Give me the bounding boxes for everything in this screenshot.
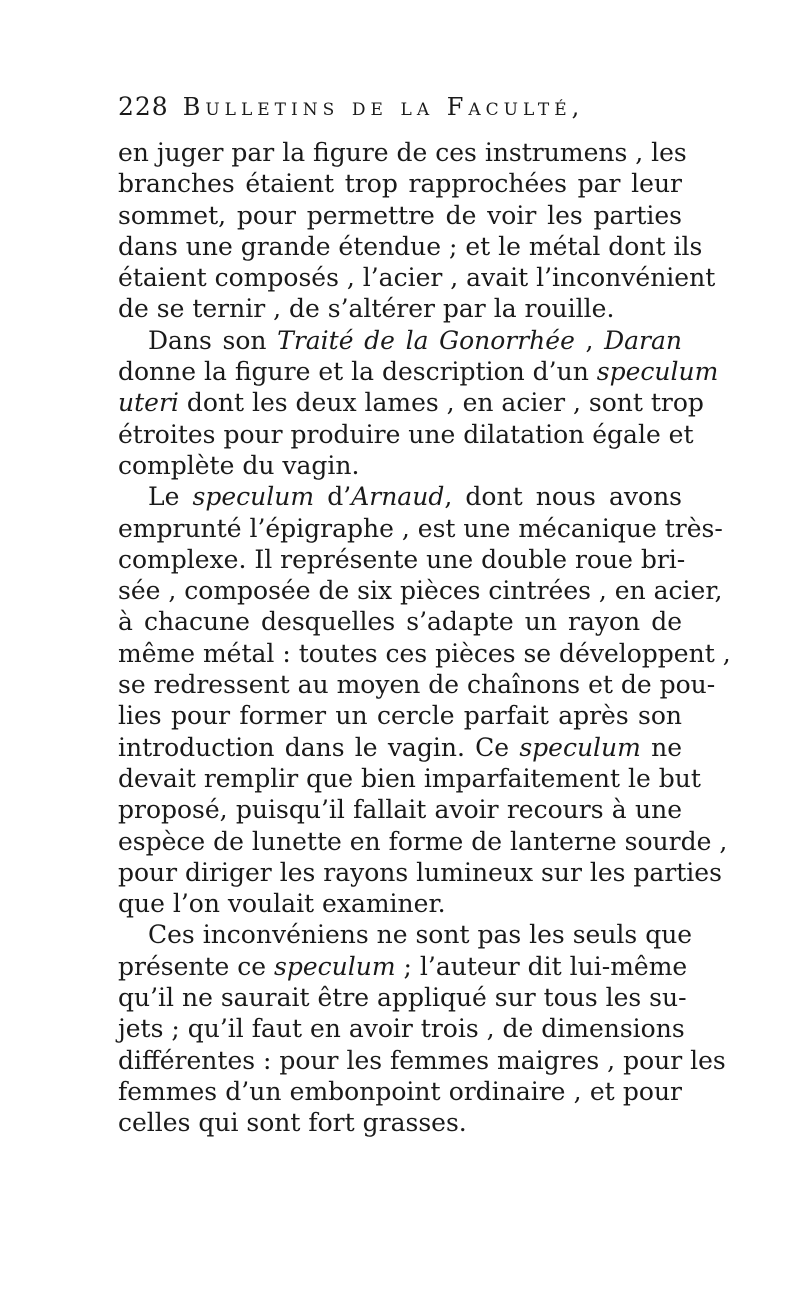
text-line (118, 137, 687, 168)
text-line (118, 1107, 682, 1138)
italic-text: speculum (192, 482, 315, 512)
text-line (118, 481, 682, 512)
text-run: de se ternir , de s’altérer par la rouille. (118, 294, 615, 324)
text-run: lies pour former un cercle parfait après son (118, 701, 682, 731)
text-run: complexe. Il représente une double roue bri- (118, 544, 686, 574)
text-run: emprunté l’épigraphe , est une mécanique très- (118, 513, 723, 543)
text-run: en juger par la figure de ces instrumens , les (118, 138, 687, 167)
text-line (118, 888, 682, 919)
text-run: étaient composés , l’acier , avait l’inconvénient (118, 263, 716, 293)
text-run: celles qui sont fort grasses. (118, 1108, 467, 1138)
italic-text: Daran (604, 325, 682, 355)
text-line (118, 638, 731, 669)
text-run: devait remplir que bien imparfaitement le but (118, 763, 701, 793)
text-run: d’ (314, 482, 352, 512)
text-run: jets ; qu’il faut en avoir trois , de dimensions (118, 1014, 685, 1044)
page-number: 228 (118, 92, 169, 121)
text-line (118, 356, 719, 387)
text-line (118, 293, 682, 324)
text-line (118, 763, 701, 794)
text-run: dans une grande étendue ; et le métal dont ils (118, 231, 703, 261)
paragraph (118, 325, 719, 481)
text-line (118, 262, 716, 293)
text-line (118, 700, 682, 731)
italic-text: uteri (118, 388, 179, 418)
text-run: sommet, pour permettre de voir les parties (118, 200, 682, 230)
text-line (118, 419, 694, 450)
text-line (118, 200, 682, 231)
italic-text: speculum (274, 951, 396, 981)
text-line (118, 857, 722, 888)
text-run: Ces inconvéniens ne sont pas les seuls que (148, 920, 693, 950)
text-line (118, 669, 716, 700)
text-line (118, 544, 686, 575)
paragraph (118, 137, 716, 325)
italic-text: Traité de la Gonorrhée (277, 325, 575, 355)
text-run: , dont nous avons (444, 482, 683, 512)
text-run: ne (640, 732, 683, 762)
paragraph (118, 481, 731, 919)
text-line (118, 794, 682, 825)
text-run: espèce de lunette en forme de lanterne sourde , (118, 826, 728, 856)
text-run: dont les deux lames , en acier , sont trop (178, 388, 704, 418)
italic-text: speculum (596, 357, 719, 387)
text-run: pour diriger les rayons lumineux sur les parties (118, 857, 722, 887)
text-run: Dans son (148, 325, 278, 355)
text-line (118, 450, 682, 481)
text-run: donne la figure et la description d’un (118, 357, 597, 387)
text-line (118, 325, 682, 356)
text-run: , (574, 325, 605, 355)
text-run: complète du vagin. (118, 450, 360, 480)
text-line (118, 1045, 726, 1076)
text-run: branches étaient trop rapprochées par leur (118, 169, 682, 199)
text-run: proposé, puisqu’il fallait avoir recours à une (118, 795, 682, 825)
text-run: étroites pour produire une dilatation égale et (118, 419, 694, 449)
text-run: se redressent au moyen de chaînons et de pou- (118, 670, 716, 700)
text-run: introduction dans le vagin. Ce (118, 732, 520, 762)
text-line (118, 732, 682, 763)
text-line (118, 1013, 685, 1044)
text-line (118, 168, 682, 199)
text-line (118, 387, 704, 418)
text-line (118, 606, 682, 637)
text-run: sée , composée de six pièces cintrées , en acier, (118, 576, 723, 606)
text-line (118, 919, 693, 950)
text-run: ; l’auteur dit lui-même (395, 951, 688, 981)
text-line (118, 951, 688, 982)
text-run: présente ce (118, 951, 275, 981)
body-text (118, 137, 731, 1139)
text-run: même métal : toutes ces pièces se développent , (118, 638, 731, 668)
text-line (118, 513, 723, 544)
italic-text: Arnaud (351, 482, 445, 512)
text-line (118, 982, 687, 1013)
italic-text: speculum (519, 732, 641, 762)
paragraph (118, 919, 726, 1138)
text-line (118, 231, 703, 262)
text-run: Le (148, 482, 193, 512)
text-line (118, 826, 728, 857)
text-line (118, 575, 723, 606)
text-run: femmes d’un embonpoint ordinaire , et pour (118, 1076, 682, 1106)
text-run: que l’on voulait examiner. (118, 889, 446, 919)
text-run: qu’il ne saurait être appliqué sur tous les su- (118, 983, 687, 1013)
text-line (118, 1076, 682, 1107)
text-run: à chacune desquelles s’adapte un rayon de (118, 607, 682, 637)
text-run: différentes : pour les femmes maigres , pour les (118, 1045, 726, 1075)
running-header (118, 92, 682, 128)
running-title: Bulletins de la Faculté, (182, 93, 585, 121)
